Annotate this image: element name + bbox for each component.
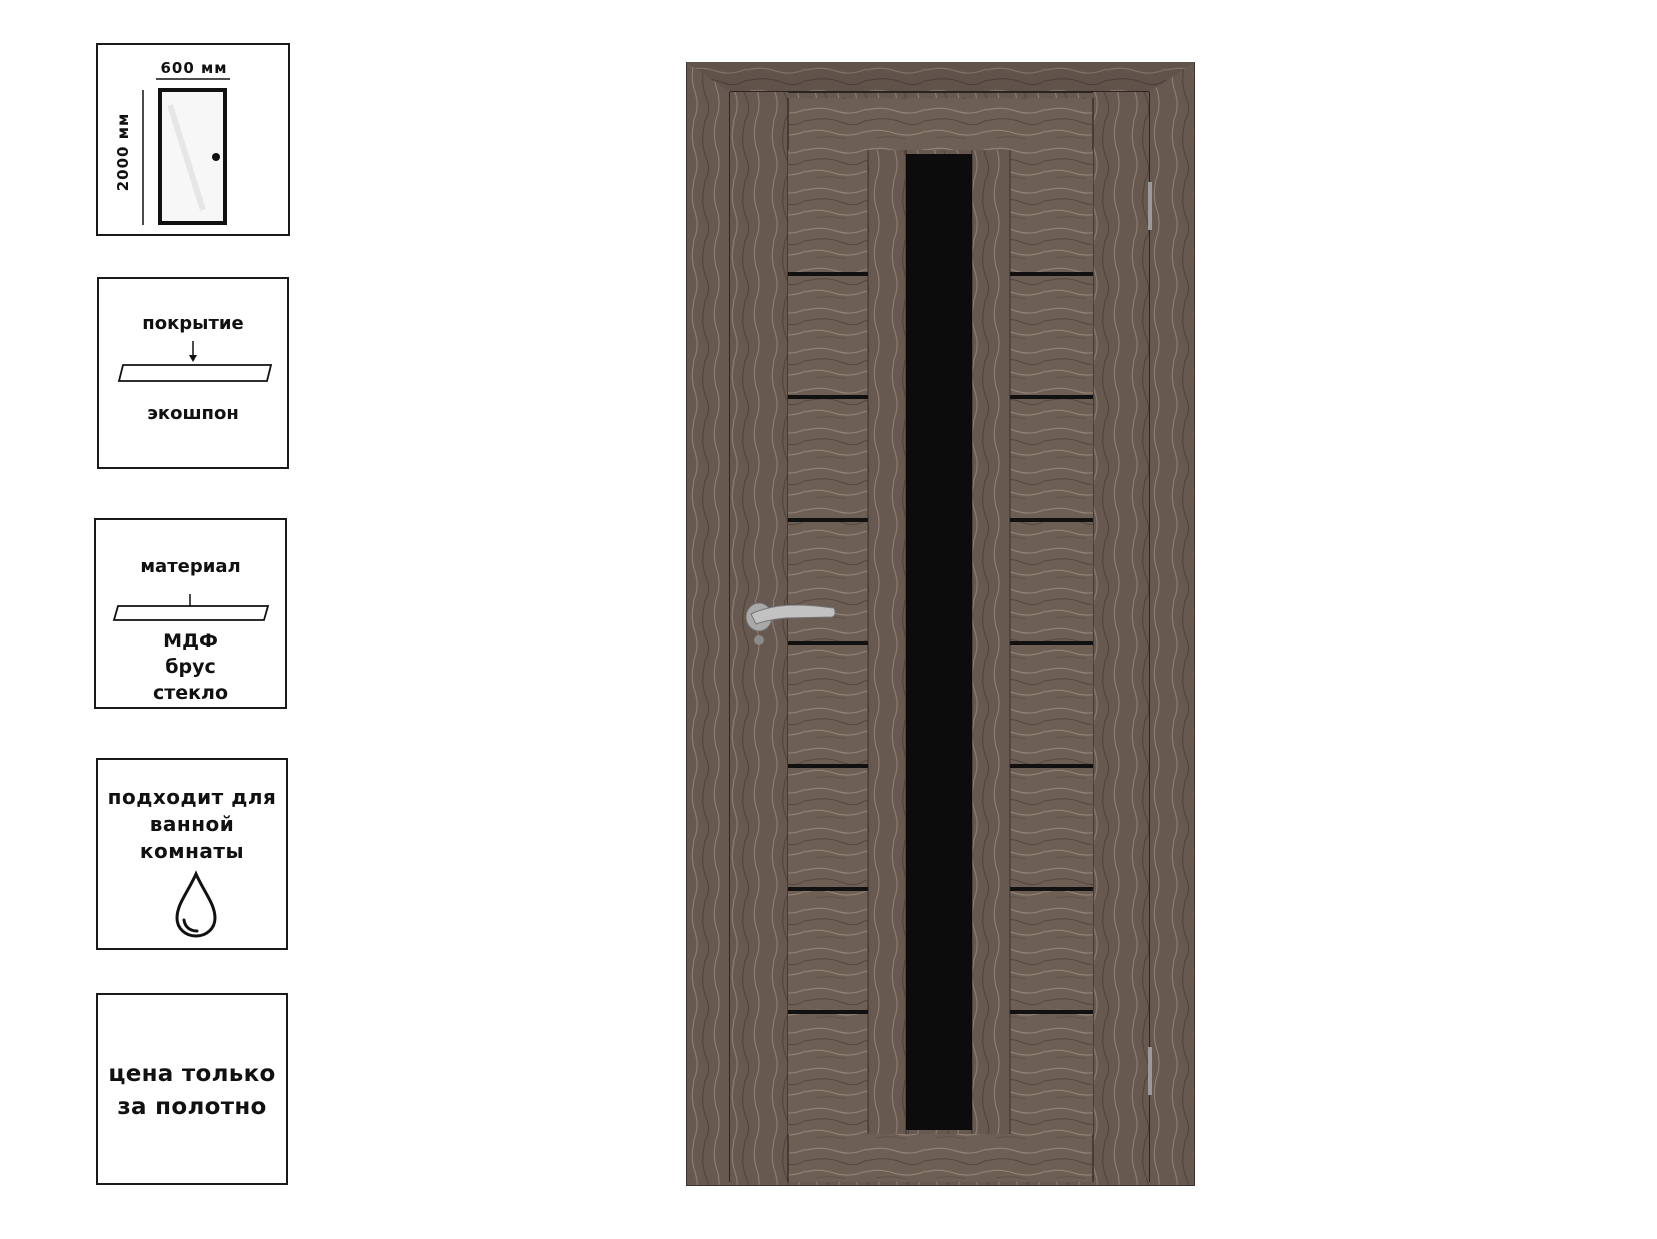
door-photo: [686, 62, 1195, 1186]
layer-arrow-icon: [99, 279, 287, 467]
price-card: [96, 993, 288, 1185]
material-item: стекло: [152, 682, 229, 704]
material-item: МДФ: [163, 630, 218, 652]
door-width-label: 600 мм: [160, 59, 228, 77]
material-title: материал: [140, 556, 241, 577]
coating-card: [97, 277, 289, 469]
material-card: [94, 518, 287, 709]
door-glass: [906, 154, 972, 1130]
door-height-label: 2000 мм: [114, 112, 132, 192]
bathroom-line: комнаты: [139, 839, 245, 863]
material-item: брус: [165, 656, 216, 678]
coating-title: покрытие: [142, 313, 244, 334]
price-note: [98, 1058, 286, 1124]
price-line: за полотно: [117, 1094, 267, 1120]
bathroom-text: [98, 784, 286, 865]
material-list: [96, 628, 285, 706]
coating-value: экошпон: [147, 403, 239, 424]
bathroom-line: ванной: [149, 812, 235, 836]
size-card: [96, 43, 290, 236]
bathroom-card: [96, 758, 288, 950]
water-drop-icon: [174, 870, 218, 940]
price-line: цена только: [108, 1061, 276, 1087]
bathroom-line: подходит для: [107, 785, 277, 809]
